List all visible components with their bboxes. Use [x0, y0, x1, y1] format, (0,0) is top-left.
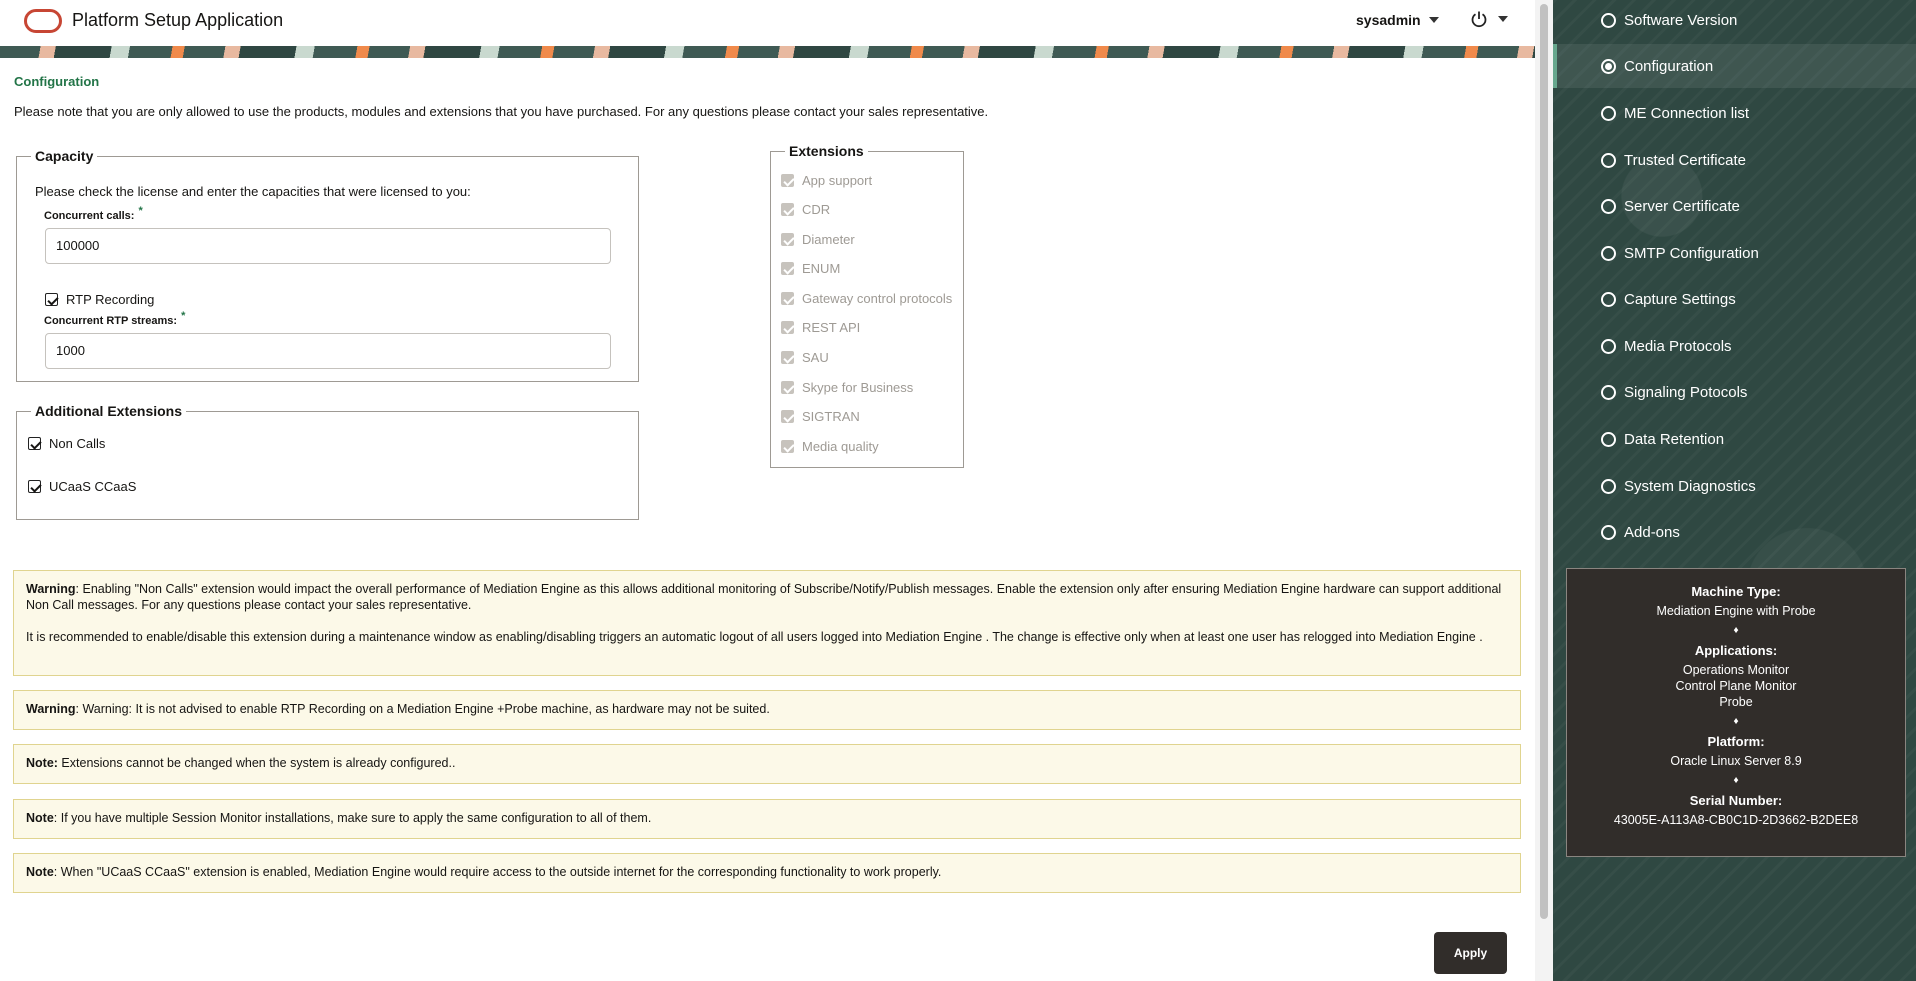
extensions-fieldset: [770, 143, 964, 468]
sidebar-item-software-version[interactable]: Software Version: [1553, 0, 1916, 42]
platform-label: Platform:: [1707, 734, 1765, 749]
capacity-legend: Capacity: [35, 148, 94, 164]
radio-selected-icon: [1601, 59, 1616, 74]
page-title: Configuration: [14, 74, 100, 89]
serial-number-value: 43005E-A113A8-CB0C1D-2D3662-B2DEE8: [1613, 813, 1859, 827]
checkbox-disabled-icon: [781, 381, 794, 394]
chevron-down-icon: [1498, 16, 1508, 22]
rtp-streams-label: Concurrent RTP streams: *: [44, 310, 186, 327]
rtp-streams-input[interactable]: 1000: [45, 333, 611, 369]
sidebar-item-configuration[interactable]: Configuration: [1553, 44, 1916, 88]
checkbox-disabled-icon: [781, 174, 794, 187]
machine-type-value: Mediation Engine with Probe: [1656, 604, 1816, 618]
sidebar-nav: [1553, 0, 1916, 981]
separator-diamond: ♦: [1733, 775, 1739, 786]
radio-icon: [1601, 153, 1616, 168]
radio-icon: [1601, 199, 1616, 214]
sidebar-item-capture-settings[interactable]: Capture Settings: [1553, 277, 1916, 321]
required-mark: *: [138, 205, 143, 217]
concurrent-calls-label: Concurrent calls: *: [44, 205, 143, 222]
application-item: Probe: [1719, 695, 1753, 709]
checkbox-disabled-icon: [781, 262, 794, 275]
separator-diamond: ♦: [1733, 625, 1739, 636]
sidebar-item-signaling-protocols[interactable]: Signaling Potocols: [1553, 370, 1916, 414]
user-menu[interactable]: [1356, 12, 1439, 28]
machine-type-label: Machine Type:: [1691, 584, 1781, 599]
checkbox-disabled-icon: [781, 440, 794, 453]
sidebar-item-data-retention[interactable]: Data Retention: [1553, 417, 1916, 461]
decorative-banner: [0, 46, 1535, 58]
main-scrollbar[interactable]: [1535, 0, 1553, 981]
checkbox-disabled-icon: [781, 321, 794, 334]
radio-icon: [1601, 525, 1616, 540]
note-multiple-installations: Note: If you have multiple Session Monitor installations, make sure to apply the same configuration to all of them.: [13, 799, 1521, 839]
additional-extensions-fieldset: [16, 403, 639, 520]
radio-icon: [1601, 385, 1616, 400]
additional-extensions-legend: Additional Extensions: [35, 403, 183, 419]
intro-text: Please note that you are only allowed to use the products, modules and extensions that you have purchased. For any questions please contact your sales representative.: [14, 104, 989, 119]
extension-sigtran: SIGTRAN: [781, 409, 860, 424]
extension-app-support: App support: [781, 173, 872, 188]
application-item: Operations Monitor: [1682, 663, 1790, 677]
capacity-fieldset: [16, 148, 639, 382]
warning-rtp-recording: Warning: Warning: It is not advised to enable RTP Recording on a Mediation Engine +Probe machine, as hardware may not be suited.: [13, 690, 1521, 730]
extension-rest-api: REST API: [781, 320, 860, 335]
extension-media-quality: Media quality: [781, 439, 879, 454]
ucaas-ccaas-checkbox[interactable]: [28, 479, 136, 494]
sidebar-item-media-protocols[interactable]: Media Protocols: [1553, 324, 1916, 368]
sidebar-item-server-certificate[interactable]: Server Certificate: [1553, 184, 1916, 228]
sidebar-item-me-connection-list[interactable]: ME Connection list: [1553, 91, 1916, 135]
checkbox-checked-icon: [28, 437, 41, 450]
extension-enum: ENUM: [781, 261, 840, 276]
rtp-recording-checkbox[interactable]: [45, 292, 154, 307]
extensions-legend: Extensions: [789, 143, 864, 159]
oracle-logo-icon: [24, 9, 62, 33]
concurrent-calls-input[interactable]: 100000: [45, 228, 611, 264]
sidebar-item-smtp-configuration[interactable]: SMTP Configuration: [1553, 231, 1916, 275]
application-item: Control Plane Monitor: [1675, 679, 1797, 693]
radio-icon: [1601, 246, 1616, 261]
checkbox-disabled-icon: [781, 233, 794, 246]
non-calls-checkbox[interactable]: [28, 436, 105, 451]
note-extensions-locked: Note: Extensions cannot be changed when the system is already configured..: [13, 744, 1521, 784]
radio-icon: [1601, 106, 1616, 121]
apply-button[interactable]: Apply: [1434, 932, 1507, 974]
checkbox-disabled-icon: [781, 292, 794, 305]
chevron-down-icon: [1429, 17, 1439, 23]
extension-diameter: Diameter: [781, 232, 855, 247]
radio-icon: [1601, 339, 1616, 354]
power-icon: [1470, 10, 1488, 28]
extension-sau: SAU: [781, 350, 829, 365]
app-title: Platform Setup Application: [72, 10, 284, 30]
sidebar-item-system-diagnostics[interactable]: System Diagnostics: [1553, 464, 1916, 508]
serial-number-label: Serial Number:: [1689, 793, 1783, 808]
sidebar-item-trusted-certificate[interactable]: Trusted Certificate: [1553, 138, 1916, 182]
warning-non-calls: Warning: Enabling "Non Calls" extension would impact the overall performance of Mediation Engine as this allows additional monitoring of Subscribe/Notify/Publish messages. Enable the extension only after ensuring Mediation Engine hardware can support additional Non Call messages. For any questions please contact your sales representative. It is recommended to enable/disable this extension during a maintenance window as enabling/disabling triggers an automatic logout of all users logged into Mediation Engine . The change is effective only when at least one user has relogged into Mediation Engine .: [13, 570, 1521, 676]
machine-info-panel: [1566, 568, 1906, 857]
applications-label: Applications:: [1694, 643, 1778, 658]
checkbox-checked-icon: [28, 480, 41, 493]
note-ucaas-internet: Note: When "UCaaS CCaaS" extension is enabled, Mediation Engine would require access to the outside internet for the corresponding functionality to work properly.: [13, 853, 1521, 893]
extension-cdr: CDR: [781, 202, 830, 217]
platform-value: Oracle Linux Server 8.9: [1670, 754, 1802, 768]
checkbox-disabled-icon: [781, 351, 794, 364]
power-menu[interactable]: [1470, 10, 1508, 28]
checkbox-disabled-icon: [781, 203, 794, 216]
sidebar-item-add-ons[interactable]: Add-ons: [1553, 510, 1916, 554]
non-calls-label: Non Calls: [49, 436, 106, 451]
required-mark: *: [181, 310, 186, 322]
radio-icon: [1601, 432, 1616, 447]
ucaas-ccaas-label: UCaaS CCaaS: [49, 479, 137, 494]
separator-diamond: ♦: [1733, 716, 1739, 727]
radio-icon: [1601, 292, 1616, 307]
radio-icon: [1601, 479, 1616, 494]
radio-icon: [1601, 13, 1616, 28]
extension-skype-for-business: Skype for Business: [781, 380, 913, 395]
main-content: [0, 58, 1535, 981]
app-header: [0, 0, 1535, 46]
scrollbar-thumb[interactable]: [1540, 4, 1548, 919]
checkbox-checked-icon: [45, 293, 58, 306]
extension-gateway-control-protocols: Gateway control protocols: [781, 291, 952, 306]
rtp-recording-label: RTP Recording: [66, 292, 155, 307]
capacity-hint: Please check the license and enter the capacities that were licensed to you:: [35, 184, 471, 199]
checkbox-disabled-icon: [781, 410, 794, 423]
username: sysadmin: [1356, 12, 1421, 28]
